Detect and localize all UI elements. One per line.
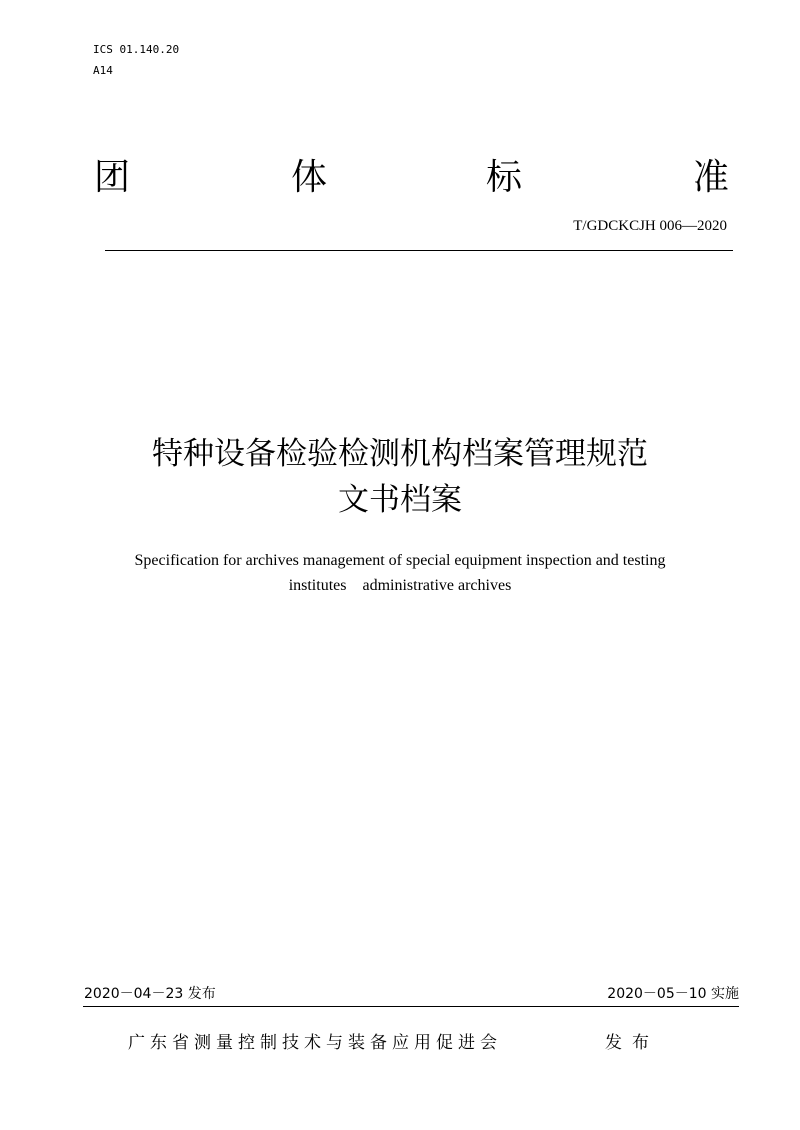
header-divider <box>105 250 733 251</box>
effective-date: 2020－05－10 实施 <box>607 986 739 1002</box>
title-zh-line-2: 文书档案 <box>338 482 462 518</box>
publish-date: 2020－04－23 发布 <box>84 986 216 1002</box>
standard-number: T/GDCKCJH 006—2020 <box>573 218 727 234</box>
category-char-1: 团 <box>94 157 131 198</box>
title-zh-line-1: 特种设备检验检测机构档案管理规范 <box>152 436 648 472</box>
classification-code: A14 <box>93 64 113 77</box>
footer-divider <box>83 1006 739 1007</box>
category-char-3: 标 <box>486 157 523 198</box>
title-en-line-2: institutes administrative archives <box>288 577 512 594</box>
category-char-2: 体 <box>291 157 328 198</box>
category-char-4: 准 <box>693 157 730 198</box>
ics-code: ICS 01.140.20 <box>93 43 180 56</box>
title-en-line-1: Specification for archives management of special equipment inspection and testing <box>134 552 666 569</box>
publish-label: 发布 <box>605 1033 659 1053</box>
publishing-organization: 广东省测量控制技术与装备应用促进会 <box>128 1033 502 1053</box>
